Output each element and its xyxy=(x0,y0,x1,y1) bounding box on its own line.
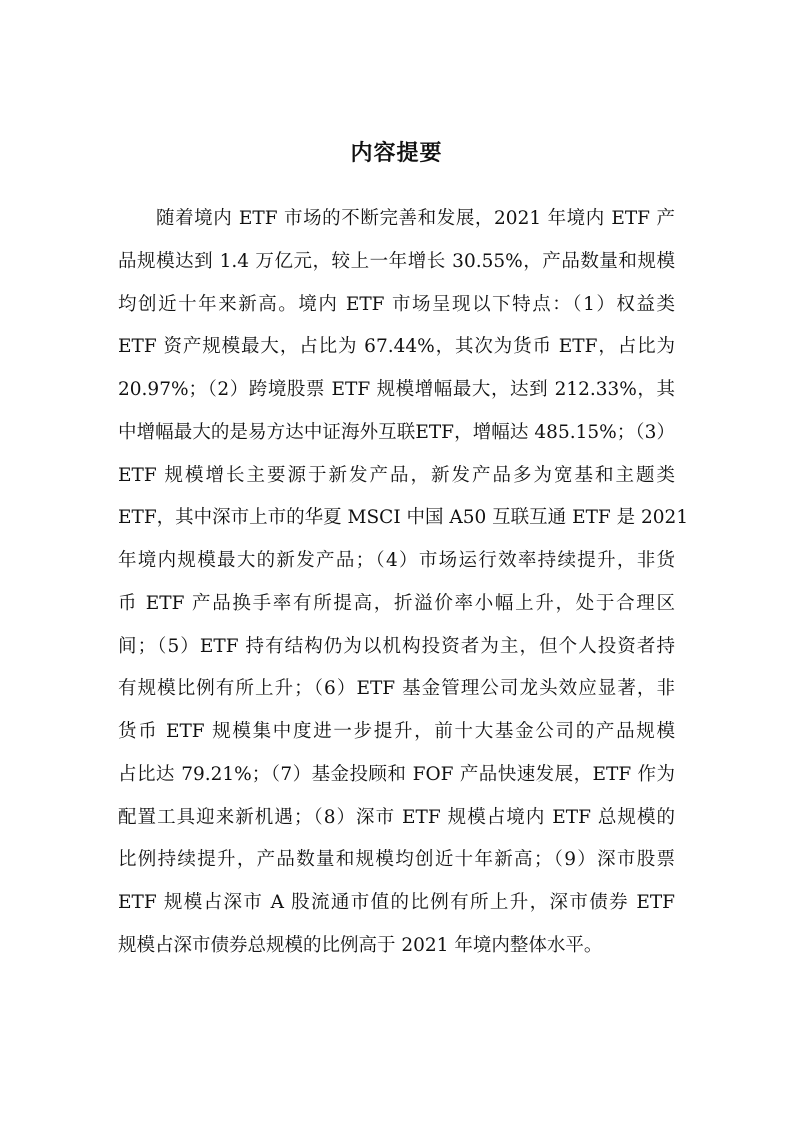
text-line: 随着境内 ETF 市场的不断完善和发展，2021 年境内 ETF 产 xyxy=(156,208,675,229)
text-line: 占比达 79.21%；（7）基金投顾和 FOF 产品快速发展，ETF 作为 xyxy=(118,763,675,785)
text-line: 配置工具迎来新机遇；（8）深市 ETF 规模占境内 ETF 总规模的 xyxy=(118,806,675,828)
page-title: 内容提要 xyxy=(350,141,443,166)
text-line: ETF 规模增长主要源于新发产品，新发产品多为宽基和主题类 xyxy=(118,464,675,486)
text-line: ETF 资产规模最大，占比为 67.44%，其次为货币 ETF，占比为 xyxy=(118,336,675,358)
text-line: 年境内规模最大的新发产品；（4）市场运行效率持续提升，非货 xyxy=(118,550,675,571)
text-line: 规模占深市债券总规模的比例高于 2021 年境内整体水平。 xyxy=(118,934,603,956)
abstract-paragraph xyxy=(118,205,689,975)
text-line: 均创近十年来新高。境内 ETF 市场呈现以下特点：（1）权益类 xyxy=(118,293,675,315)
text-line: 有规模比例有所上升；（6）ETF 基金管理公司龙头效应显著，非 xyxy=(118,678,675,700)
text-line: ETF，其中深市上市的华夏 MSCI 中国 A50 互联互通 ETF 是 2021 xyxy=(118,507,689,529)
text-line: 间；（5）ETF 持有结构仍为以机构投资者为主，但个人投资者持 xyxy=(118,635,675,657)
text-line: 货币 ETF 规模集中度进一步提升，前十大基金公司的产品规模 xyxy=(118,721,675,742)
text-line: 币 ETF 产品换手率有所提高，折溢价率小幅上升，处于合理区 xyxy=(118,592,675,614)
text-line: 20.97%；（2）跨境股票 ETF 规模增幅最大，达到 212.33%，其 xyxy=(118,379,675,400)
text-line: 品规模达到 1.4 万亿元，较上一年增长 30.55%，产品数量和规模 xyxy=(118,250,675,272)
text-line: ETF 规模占深市 A 股流通市值的比例有所上升，深市债券 ETF xyxy=(118,892,675,913)
text-line: 比例持续提升，产品数量和规模均创近十年新高；（9）深市股票 xyxy=(118,849,675,871)
text-line: 中增幅最大的是易方达中证海外互联ETF，增幅达 485.15%；（3） xyxy=(118,421,675,443)
